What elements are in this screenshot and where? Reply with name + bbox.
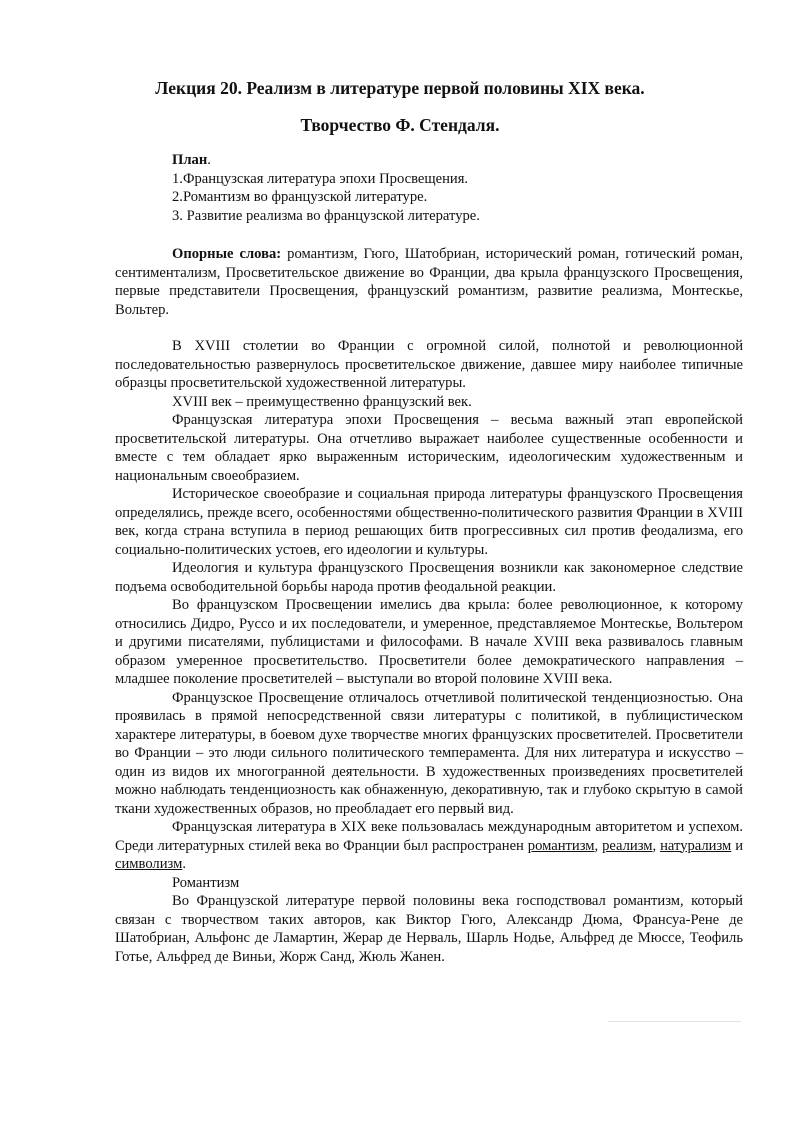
plan-item: 2.Романтизм во французской литературе. [172, 189, 428, 205]
divider [608, 1021, 741, 1022]
paragraph: Историческое своеобразие и социальная природа литературы французского Просвещения определялись, прежде всего, особенностями общественно-политического развития Франции в XVIII век, когда страна вступила в период решающих битв прогрессивных сил против феодализма, его социально-политических устоев, его идеологии и культуры. [115, 486, 743, 558]
link-realism[interactable]: реализм [602, 837, 653, 854]
lecture-subtitle: Творчество Ф. Стендаля. [300, 115, 500, 135]
link-naturalism[interactable]: натурализм [660, 837, 732, 854]
link-symbolism[interactable]: символизм [115, 856, 183, 872]
plan-section [172, 151, 732, 225]
paragraph: Французская литература эпохи Просвещения – весьма важный этап европейской просветительской литературы. Она отчетливо выражает наиболее существенные особенности и вместе с тем обладает ярко выраженным историческим, идеологическим художественным и национальным своеобразием. [115, 412, 743, 484]
plan-heading: План. [172, 152, 211, 168]
paragraph: Во французском Просвещении имелись два крыла: более революционное, к которому относились Дидро, Руссо и их последователи, и умеренное, представляемое Монтескье, Вольтером и другими писателями, публицистами и философами. В начале XVIII века развивалось главным образом умеренное просветительство. Просветители более демократического направления – младшее поколение просветителей – выступали во второй половине XVIII века. [115, 597, 743, 687]
keywords-text: романтизм, Гюго, Шатобриан, исторический роман, готический роман, сентиментализм, Просветительское движение во Франции, два крыла французского Просвещения, первые представители Просвещения, французский романтизм, развитие реализма, Монтескье, Вольтер. [115, 246, 743, 318]
paragraph: В XVIII столетии во Франции с огромной силой, полнотой и революционной последовательностью развернулось просветительское движение, давшее миру наиболее типичные образцы просветительской художественной литературы. [115, 338, 743, 391]
lecture-title: Лекция 20. Реализм в литературе первой половины XIX века. [155, 78, 645, 98]
plan-item: 1.Французская литература эпохи Просвещения. [172, 170, 469, 187]
plan-item: 3. Развитие реализма во французской литературе. [172, 207, 480, 224]
paragraph: Во Французской литературе первой половины века господствовал романтизм, который связан с творчеством таких авторов, как Виктор Гюго, Александр Дюма, Франсуа-Рене де Шатобриан, Альфонс де Ламартин, Жерар де Нерваль, Шарль Нодье, Альфред де Мюссе, Теофиль Готье, Альфред де Виньи, Жорж Санд, Жюль Жанен. [115, 893, 743, 965]
keywords-paragraph [115, 245, 743, 319]
paragraph: Идеология и культура французского Просвещения возникли как закономерное следствие подъема освободительной борьбы народа против феодальной реакции. [115, 560, 743, 595]
keywords-section [115, 245, 743, 319]
paragraph: Французское Просвещение отличалось отчетливой политической тенденциозностью. Она проявилась в прямой непосредственной связи литературы с политикой, в публицистическом характере литературы, в боевом духе творчестве многих французских просветителей. Просветители во Франции – это люди сильного политического темперамента. Для них литература и искусство – один из видов их многогранной деятельности. В художественных произведениях просветителей можно наблюдать тенденциозность как обнаженную, декоративную, так и глубоко скрытую в самой ткани художественных образов, но преобладает его первый вид. [115, 689, 743, 817]
paragraph: XVIII век – преимущественно французский век. [172, 393, 472, 410]
main-text [115, 337, 743, 966]
section-heading-romanticism: Романтизм [172, 874, 240, 891]
keywords-label: Опорные слова: [172, 246, 282, 262]
styles-paragraph: Французская литература в XIX веке пользовалась международным авторитетом и успехом. Среди литературных стилей века во Франции был распространен романтизм, реализм, натурализм и символизм. [115, 819, 743, 872]
link-romanticism[interactable]: романтизм [527, 837, 595, 854]
